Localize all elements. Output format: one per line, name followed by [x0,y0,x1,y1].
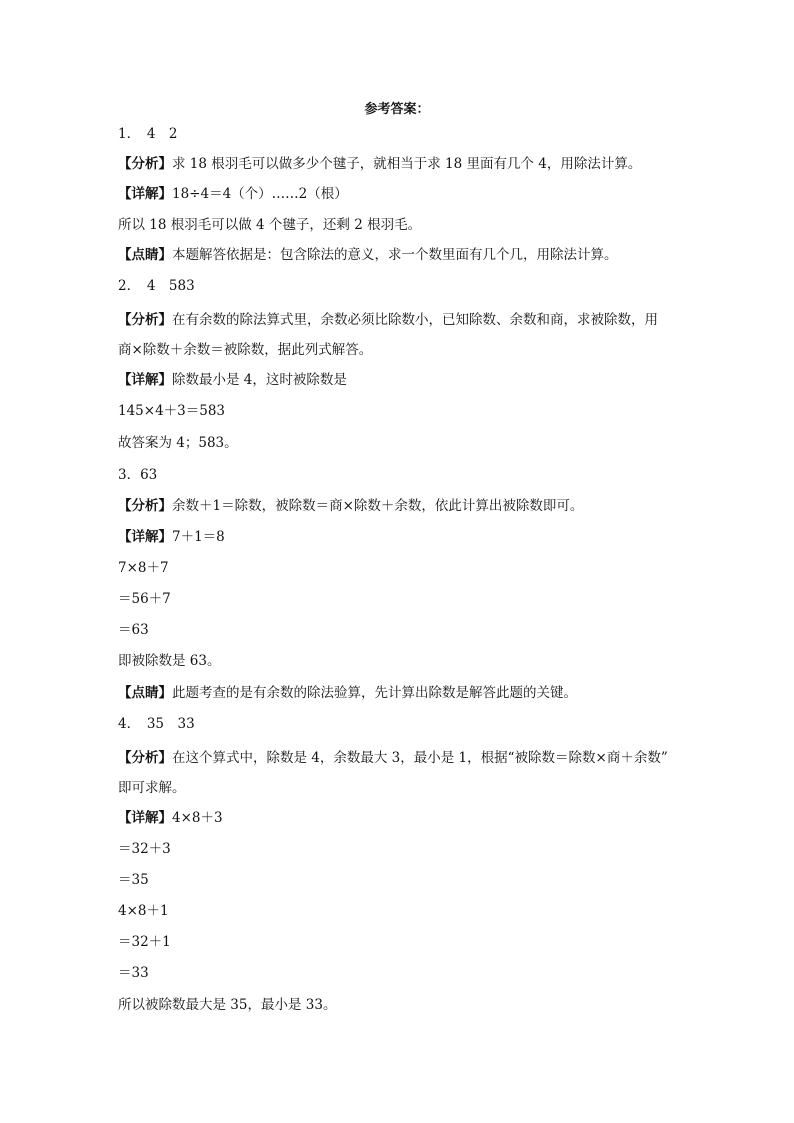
answer-line [118,402,688,420]
line-text: ＝35 [118,872,149,888]
section-marker: 【分析】 [118,498,172,514]
line-text: 本题解答依据是：包含除法的意义，求一个数里面有几个几，用除法计算。 [172,247,618,263]
answer-line [118,434,688,452]
line-text: 1． 4 2 [118,126,178,142]
answer-line [118,996,688,1014]
answer-line [118,185,688,203]
answer-line [118,840,688,858]
answer-line [118,621,688,639]
answer-line [118,779,688,797]
answer-line [118,715,688,733]
answer-line [118,590,688,608]
answer-line [118,155,688,173]
line-text: 余数＋1＝除数，被除数＝商×除数＋余数，依此计算出被除数即可。 [172,498,584,514]
answer-line [118,125,688,143]
answer-line [118,871,688,889]
section-marker: 【详解】 [118,529,172,545]
line-text: 4×8＋1 [118,903,169,919]
section-marker: 【点睛】 [118,247,172,263]
answer-line [118,341,688,359]
section-marker: 【分析】 [118,156,172,172]
answer-line [118,528,688,546]
line-text: 4×8＋3 [172,810,223,826]
line-text: 求 18 根羽毛可以做多少个毽子，就相当于求 18 里面有几个 4，用除法计算。 [172,156,642,172]
line-text: 商×除数＋余数＝被除数，据此列式解答。 [118,342,373,358]
line-text: 7＋1＝8 [172,529,225,545]
line-text: 3．63 [118,467,158,483]
section-marker: 【详解】 [118,810,172,826]
line-text: ＝32＋3 [118,841,171,857]
page-title: 参考答案： [364,102,430,117]
answer-line [118,277,688,295]
line-text: 7×8＋7 [118,560,169,576]
line-text: 4． 35 33 [118,716,195,732]
answer-line [118,652,688,670]
line-text: 18÷4＝4（个）……2（根） [172,186,348,202]
answer-line [118,216,688,234]
answer-line [118,246,688,264]
line-text: 故答案为 4；583。 [118,435,238,451]
section-marker: 【详解】 [118,372,172,388]
line-text: 此题考查的是有余数的除法验算，先计算出除数是解答此题的关键。 [172,685,577,701]
line-text: 除数最小是 4，这时被除数是 [172,372,347,388]
answer-line [118,684,688,702]
line-text: ＝63 [118,622,149,638]
line-text: ＝32＋1 [118,934,171,950]
section-marker: 【点睛】 [118,685,172,701]
line-text: 所以 18 根羽毛可以做 4 个毽子，还剩 2 根羽毛。 [118,217,422,233]
answer-line [118,933,688,951]
line-text: 2． 4 583 [118,278,195,294]
line-text: 在这个算式中，除数是 4，余数最大 3，最小是 1，根据“被除数＝除数×商＋余数” [172,750,668,766]
answer-line [118,559,688,577]
answer-line [118,311,688,329]
line-text: 即可求解。 [118,780,186,796]
line-text: ＝33 [118,965,149,981]
section-marker: 【分析】 [118,312,172,328]
line-text: 在有余数的除法算式里，余数必须比除数小，已知除数、余数和商，求被除数，用 [172,312,658,328]
answer-line [118,497,688,515]
line-text: ＝56＋7 [118,591,171,607]
line-text: 即被除数是 63。 [118,653,221,669]
answer-line [118,371,688,389]
answer-line [118,964,688,982]
answer-line [118,902,688,920]
answer-line [118,809,688,827]
line-text: 所以被除数最大是 35，最小是 33。 [118,997,337,1013]
section-marker: 【详解】 [118,186,172,202]
section-marker: 【分析】 [118,750,172,766]
line-text: 145×4＋3＝583 [118,403,226,419]
answer-line [118,749,688,767]
answer-line [118,466,688,484]
